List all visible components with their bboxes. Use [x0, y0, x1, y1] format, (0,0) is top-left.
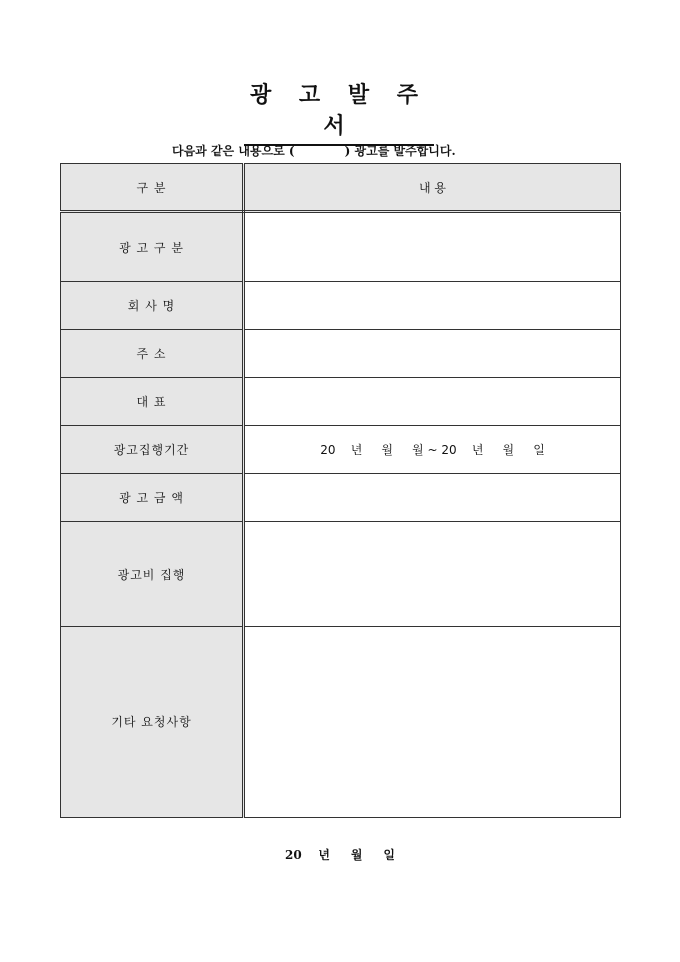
label-ad-expense: 광고비 집행	[61, 522, 244, 626]
value-representative[interactable]	[244, 378, 621, 426]
row-ad-category	[61, 212, 621, 282]
document-title: 광 고 발 주 서	[244, 78, 434, 146]
value-other-requests[interactable]	[244, 626, 621, 817]
row-other-requests	[61, 626, 621, 817]
table-header-row	[61, 164, 621, 212]
value-ad-category[interactable]	[244, 212, 621, 282]
header-content: 내 용	[244, 164, 621, 212]
value-ad-period[interactable]: 20 년 월 월 ~ 20 년 월 일	[244, 426, 621, 474]
label-ad-category: 광 고 구 분	[61, 212, 244, 282]
label-representative: 대 표	[61, 378, 244, 426]
footer-date: 20 년 월 일	[285, 848, 395, 862]
value-company-name[interactable]	[244, 282, 621, 330]
value-ad-amount[interactable]	[244, 474, 621, 522]
label-ad-amount: 광 고 금 액	[61, 474, 244, 522]
label-address: 주 소	[61, 330, 244, 378]
row-address	[61, 330, 621, 378]
value-ad-expense[interactable]	[244, 522, 621, 626]
label-other-requests: 기타 요청사항	[61, 626, 244, 817]
intro-text: 다음과 같은 내용으로 ( ) 광고를 발주합니다.	[172, 144, 456, 158]
value-address[interactable]	[244, 330, 621, 378]
label-company-name: 회 사 명	[61, 282, 244, 330]
row-ad-period	[61, 426, 621, 474]
row-ad-expense	[61, 522, 621, 626]
header-category: 구 분	[61, 164, 244, 212]
row-representative	[61, 378, 621, 426]
label-ad-period: 광고집행기간	[61, 426, 244, 474]
row-ad-amount	[61, 474, 621, 522]
row-company-name	[61, 282, 621, 330]
order-form-table	[60, 163, 621, 818]
